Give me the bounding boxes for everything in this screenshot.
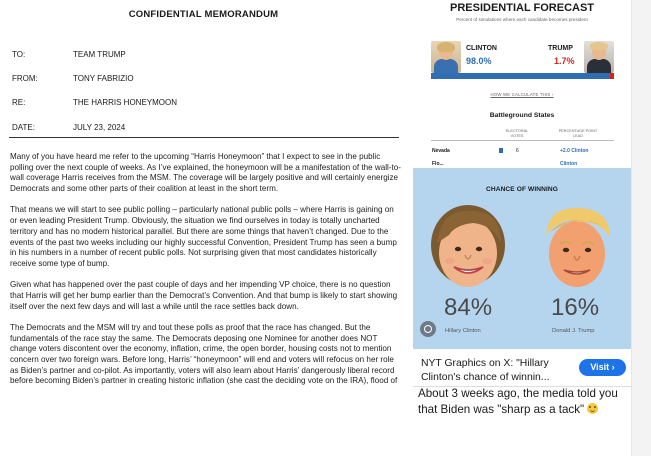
scroll-gutter xyxy=(631,0,651,456)
chance-trump-name: Donald J. Trump xyxy=(552,328,595,334)
trump-face-illustration xyxy=(538,202,616,290)
memo-from-label: FROM: xyxy=(12,74,38,83)
electoral-votes-bar xyxy=(499,148,503,153)
battleground-state-name: Flo... xyxy=(432,161,444,167)
memo-from-value: TONY FABRIZIO xyxy=(73,74,134,83)
electoral-votes-header: ELECTORAL VOTES xyxy=(505,129,529,138)
memo-paragraph: Many of you have heard me refer to the upcoming “Harris Honeymoon” that I expect to see in the public polling over the next couple of weeks. As I’ve explained, the honeymoon will be a manifestation of the wall-to-wall coverage Harris receives from the MSM. The coverage will be largely positive and will certainly energize Democrats and some other parts of their coalition at least in the short term. xyxy=(10,152,401,194)
memo-to-label: TO: xyxy=(12,50,26,59)
battleground-state-name: Nevada xyxy=(432,148,450,154)
forecast-subtitle: Percent of simulations where each candidate becomes president xyxy=(456,17,588,22)
point-lead-header: PERCENTAGE POINT LEAD xyxy=(558,129,598,138)
memo-paragraph: The Democrats and the MSM will try and tout these polls as proof that the race has changed. But the fundamentals of the race stay the same. The Democrats deposing one Nominee for another does NOT change voters discontent over the economy, inflation, crime, the open border, housing costs not to mention concern over two foreign wars. Before long, Harris’ “honeymoon” will end and voters will refocus on her role as Biden’s partner and co-pilot. As importantly, voters will also learn about Harris’ dangerously liberal record before becoming Biden’s partner in creating historic inflation (she cast the deciding vote on the IRA), flood of xyxy=(10,322,398,386)
trump-photo xyxy=(584,41,614,73)
forecast-title: PRESIDENTIAL FORECAST xyxy=(449,2,595,14)
memo-date-value: JULY 23, 2024 xyxy=(73,123,126,132)
link-preview-card[interactable] xyxy=(413,349,631,387)
memo-paragraph: Given what has happened over the past couple of days and her impending VP choice, there is no question that Harris will get her bump earlier than the Democrat’s Convention. And that bump is likely to start showing itself over the next few days and will last a while until the race settles back down. xyxy=(10,280,398,311)
forecast-clinton-pct: 98.0% xyxy=(466,56,492,66)
memo-to-value: TEAM TRUMP xyxy=(73,50,126,59)
memo-re-label: RE: xyxy=(12,98,26,107)
forecast-trump-name: TRUMP xyxy=(548,45,573,52)
clinton-photo xyxy=(431,41,461,73)
battleground-lead: Clinton xyxy=(560,161,578,167)
forecast-clinton-name: CLINTON xyxy=(466,45,497,52)
post-caption xyxy=(418,386,633,417)
chance-clinton-name: Hillary Clinton xyxy=(445,328,481,334)
battleground-lead: +2.0 Clinton xyxy=(560,148,589,154)
memo-divider xyxy=(9,137,399,138)
forecast-probability-bar xyxy=(431,73,614,79)
chance-of-winning-panel xyxy=(413,168,631,349)
battleground-title: Battleground States xyxy=(489,112,555,119)
clinton-face-illustration xyxy=(427,203,509,291)
forecast-trump-pct: 1.7% xyxy=(554,56,575,66)
grinning-face-emoji-icon xyxy=(587,403,598,414)
chance-clinton-pct: 84% xyxy=(444,294,493,321)
memo-paragraph: That means we will start to see public polling – particularly national public polls – where Harris is gaining on or even leading President Trump. Obviously, the situation we find ourselves in today is totally uncharted territory and has no modern historical parallel. But there are some things that haven’t changed. Due to the events of the past two weeks including our highly successful Convention, President Trump has seen a bump in his numbers in a number of recent public polls. Not surprising given that most candidates historically receive some type of bump. xyxy=(10,205,397,268)
how-we-calculate-link[interactable]: HOW WE CALCULATE THIS › xyxy=(490,92,554,97)
chance-title: CHANCE OF WINNING xyxy=(485,186,559,193)
chance-trump-pct: 16% xyxy=(551,294,600,321)
link-preview-title[interactable]: NYT Graphics on X: "Hillary Clinton's chance of winnin... xyxy=(421,358,550,383)
memo-body xyxy=(10,152,401,398)
presidential-forecast-panel xyxy=(413,0,631,168)
post-caption-text: About 3 weeks ago, the media told you that Biden was "sharp as a tack" xyxy=(418,387,618,416)
memo-title: CONFIDENTIAL MEMORANDUM xyxy=(128,9,279,20)
memo-date-label: DATE: xyxy=(12,123,35,132)
battleground-votes: 6 xyxy=(516,148,519,154)
lens-icon[interactable] xyxy=(420,321,436,337)
memo-re-value: THE HARRIS HONEYMOON xyxy=(73,98,178,107)
visit-button[interactable]: Visit › xyxy=(579,359,626,376)
battleground-divider xyxy=(431,140,614,141)
forecast-clinton-bar-fill xyxy=(431,73,610,79)
